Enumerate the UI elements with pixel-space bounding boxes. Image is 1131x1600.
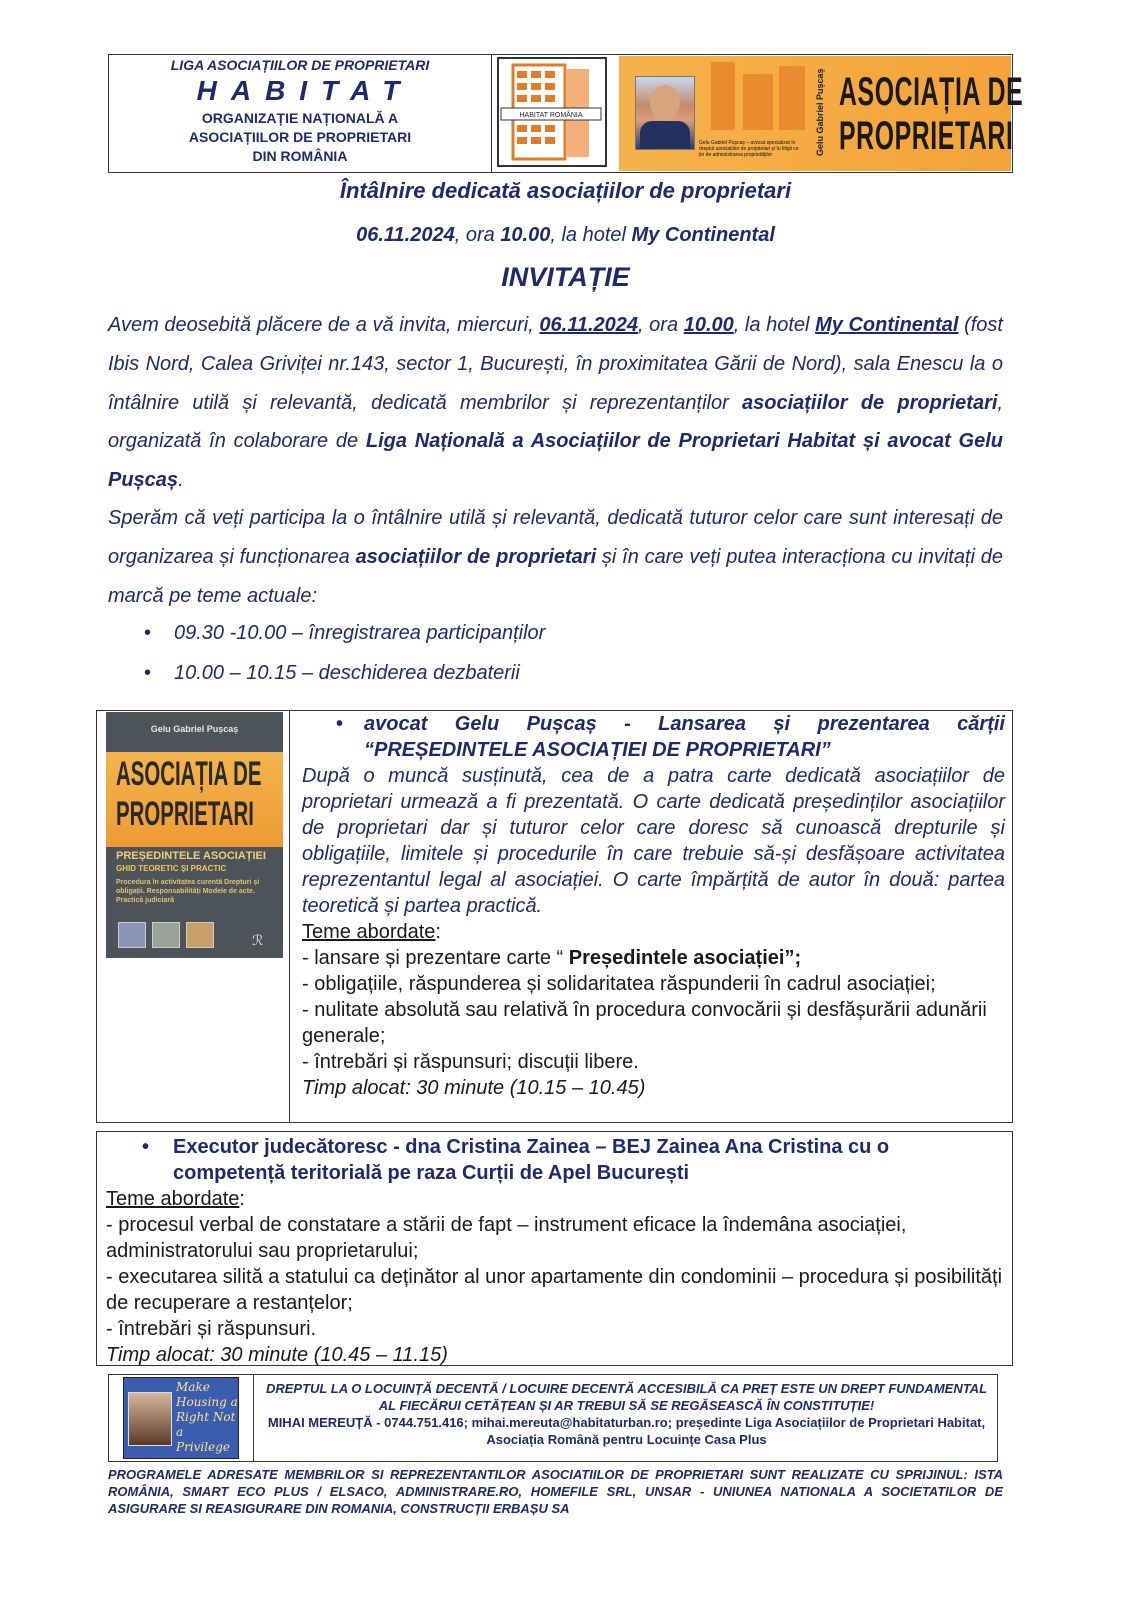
- org-block: [109, 55, 492, 172]
- habitat-logo: [497, 57, 607, 167]
- invitation-heading: INVITAȚIE: [501, 262, 630, 292]
- section-book-launch: [96, 710, 1013, 1123]
- portrait: [128, 1392, 172, 1446]
- intro-paragraph: [108, 499, 1003, 615]
- book-cover: [106, 712, 283, 958]
- event-hotel: My Continental: [631, 224, 775, 246]
- text: - lansare și prezentare carte “: [302, 947, 569, 969]
- sponsors-note: PROGRAMELE ADRESATE MEMBRILOR SI REPREZENTANTILOR ASOCIATIILOR DE PROPRIETARI SUNT REALIZATE CU SPRIJINUL: ISTA ROMÂNIA, SMART ECO PLUS / ELSACO, ADMINISTRARE.RO, HOMEFILE SRL, UNSAR - UNIUNEA NATIONALA A SOCIETATILOR DE ASIGURARE SI REASIGURARE DIN ROMANIA, CONSTRUCȚII ERBAȘU SA: [108, 1467, 1003, 1516]
- banner-title-line: PROPRIETARI: [839, 114, 1014, 158]
- book-author: Gelu Gabriel Pușcaș: [150, 724, 239, 734]
- event-time: 10.00: [500, 224, 551, 246]
- org-name: HABITAT: [196, 75, 414, 106]
- topic-item: - întrebări și răspunsuri; discuții libere.: [302, 1051, 639, 1073]
- text: (fost Ibis Nord: [108, 314, 1003, 375]
- text: Sperăm că veți participa la o întâlnire utilă și relevantă, dedicată tuturor celor care sunt interesați de organizarea și funcționarea: [108, 507, 1003, 568]
- banner-author: Gelu Gabriel Pușcaș: [815, 68, 825, 156]
- bullet-icon: •: [144, 662, 152, 684]
- header: [108, 54, 1024, 173]
- text: și în care veți putea interacționa cu invitați de marcă pe teme actuale:: [108, 545, 1003, 607]
- topics-label: Teme abordate:: [302, 921, 441, 943]
- building-icon: [186, 922, 214, 948]
- footer-text: [259, 1380, 994, 1448]
- topic-item: [302, 945, 1005, 971]
- section-heading: [106, 1134, 1006, 1186]
- text: , la hotel: [733, 314, 816, 336]
- topic-item: - executarea silită a statului ca deținător al unor apartamente din condominii – procedura și posibilități de recuperare a restanțelor;: [106, 1266, 1003, 1314]
- event-date: 06.11.2024: [539, 314, 639, 336]
- book-title-line: ASOCIAȚIA DE: [116, 755, 262, 793]
- bullet-icon: •: [144, 622, 152, 644]
- book-subtitle: PREȘEDINTELE ASOCIAȚIEI: [116, 850, 266, 862]
- topic-item: - obligațiile, răspunderea și solidaritatea răspunderii în cadrul asociației;: [302, 973, 936, 995]
- highlight: asociațiilor de proprietari: [355, 545, 597, 568]
- author-photo: [635, 76, 695, 150]
- building-icon: [152, 922, 180, 948]
- footer-box: [108, 1374, 998, 1462]
- footer-line: MIHAI MEREUȚĂ - 0744.751.416; mihai.mereuta@habitaturban.ro; președinte Liga Asociațiilor de Proprietari Habitat, Asociația Română pentru Locuințe Casa Plus: [267, 1415, 986, 1447]
- text: , ora: [638, 314, 684, 336]
- address: , Calea Griviței nr.143, sector 1, București: [188, 352, 564, 375]
- highlight: asociațiilor de proprietari: [741, 391, 998, 414]
- text: .: [178, 469, 184, 492]
- slogan-text: Make Housing a Right Not a Privilege: [176, 1380, 238, 1454]
- book-subtitle: GHID TEORETIC ȘI PRACTIC: [116, 864, 227, 873]
- schedule-item: 09.30 -10.00 – înregistrarea participanților: [174, 622, 546, 644]
- text: , ora: [454, 224, 501, 246]
- text: Avem deosebită plăcere de a vă invita, miercuri,: [108, 314, 540, 336]
- org-line: ORGANIZAȚIE NAȚIONALĂ A: [201, 110, 399, 126]
- text: , la hotel: [550, 224, 632, 246]
- photo-caption: Gelu Gabriel Pușcaș – avocat specializat în dreptul asociațiilor de proprietari și în litigii ce țin de administrarea proprietăților: [699, 140, 799, 158]
- org-line: DIN ROMÂNIA: [252, 148, 348, 164]
- text: Teme abordate: [106, 1188, 240, 1210]
- bullet-icon: •: [142, 1136, 150, 1158]
- topic-item: - nulitate absolută sau relativă în procedura convocării și desfășurării adunării generale;: [302, 999, 987, 1047]
- event-date: 06.11.2024: [356, 224, 455, 246]
- schedule-item: 10.00 – 10.15 – deschiderea dezbaterii: [174, 662, 520, 684]
- building-icon: [118, 922, 146, 948]
- section-heading: [302, 711, 1005, 763]
- topic-item: - procesul verbal de constatare a stării de fapt – instrument eficace la îndemâna asociației, administratorului sau proprietarului;: [106, 1214, 907, 1262]
- section-executor: [96, 1131, 1013, 1366]
- text: , organizată în colaborare de: [108, 391, 1003, 453]
- org-line: ASOCIAȚIILOR DE PROPRIETARI: [188, 129, 412, 145]
- org-line: LIGA ASOCIAȚIILOR DE PROPRIETARI: [170, 57, 430, 73]
- time-allocated: Timp alocat: 30 minute (10.15 – 10.45): [302, 1077, 646, 1099]
- date-line: [0, 224, 1131, 247]
- topic-item: - întrebări și răspunsuri.: [106, 1318, 317, 1340]
- time-allocated: Timp alocat: 30 minute (10.45 – 11.15): [106, 1344, 448, 1366]
- text: , în proximitatea Gării de Nord), sala Enescu la o întâlnire utilă și relevantă, dedicată membrilor și reprezentanților: [108, 352, 1004, 414]
- bullet-icon: •: [336, 713, 344, 735]
- section-content: [106, 1134, 1006, 1368]
- publisher-icon: ℛ: [252, 932, 264, 948]
- page-title: Întâlnire dedicată asociațiilor de proprietari: [339, 178, 792, 203]
- event-time: 10.00: [683, 314, 734, 336]
- book-title: [116, 754, 272, 834]
- invitation-paragraph: [108, 306, 1003, 500]
- building-logo-icon: [499, 59, 605, 165]
- logo-caption: HABITAT ROMÂNIA: [519, 112, 583, 119]
- text: Președintele asociației”;: [568, 947, 802, 969]
- footer-line: DREPTUL LA O LOCUINȚĂ DECENTĂ / LOCUIRE DECENTĂ ACCESIBILĂ CA PREȚ ESTE UN DREPT FUNDAMENTAL AL FIECĂRUI CETĂȚEAN ȘI AR TREBUI SĂ SE REGĂSEASCĂ ÎN CONSTITUȚIE!: [265, 1381, 988, 1413]
- banner-title: [839, 70, 1024, 158]
- book-banner: [619, 56, 1024, 171]
- section-content: [302, 711, 1005, 1101]
- banner-title-line: ASOCIAȚIA DE: [839, 70, 1024, 114]
- book-description: După o muncă susținută, cea de a patra carte dedicată asociațiilor de proprietari urmează a fi prezentată. O carte dedicată președinților asociațiilor de proprietari dar și tuturor celor care doresc să cunoască drepturile și obligațiile, limitele și procedurile în care trebuie să-și desfășoare activitatea reprezentantul legal al asociației. O carte împărțită de autor în două: partea teoretică și partea practică.: [302, 765, 1005, 917]
- organizers: Liga Națională a Asociațiilor de Proprietari Habitat și avocat Gelu Pușcaș: [108, 430, 1003, 492]
- event-hotel: My Continental: [815, 314, 959, 336]
- slogan-image: [123, 1377, 239, 1459]
- book-subtitle: Procedura în activitatea curentă Drepturi și obligații. Responsabilități Modele de acte. Practică judiciară: [116, 879, 260, 904]
- heading-text: Executor judecătoresc - dna Cristina Zainea – BEJ Zainea Ana Cristina cu o competență teritorială pe raza Curții de Apel București: [173, 1136, 890, 1184]
- topics-label: Teme abordate:: [106, 1188, 245, 1210]
- book-title-line: PROPRIETARI: [116, 795, 254, 833]
- heading-text: avocat Gelu Pușcaș - Lansarea și prezentarea cărții “PREȘEDINTELE ASOCIAȚIEI DE PROPRIETARI”: [364, 713, 1005, 761]
- text: Teme abordate: [302, 921, 436, 943]
